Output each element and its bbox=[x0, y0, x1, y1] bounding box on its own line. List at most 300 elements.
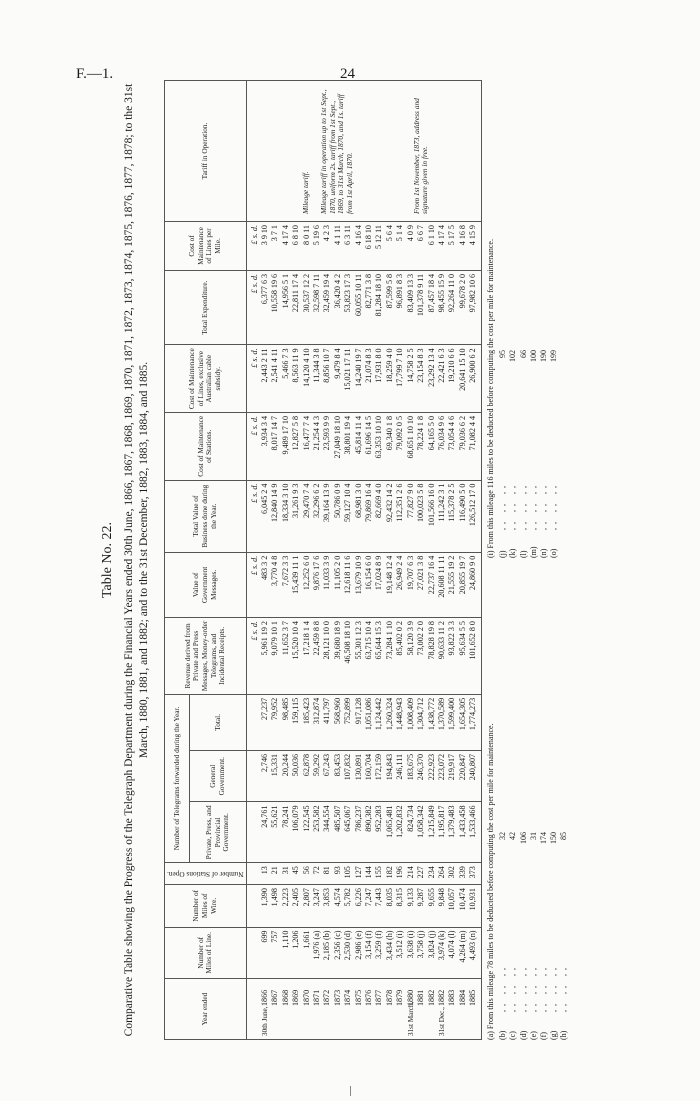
year-ended-cell bbox=[447, 979, 457, 1040]
lines-cost-cell: 5,466 7 3 bbox=[281, 345, 291, 413]
stations-cost-cell: 64,165 5 0 bbox=[427, 412, 437, 480]
footnote-row bbox=[508, 570, 518, 1040]
total-value-cell: 111,242 3 1 bbox=[437, 480, 447, 552]
stations-cell: 264 bbox=[437, 863, 447, 885]
table-row bbox=[343, 81, 353, 1040]
ditto-marks: ,, ,, ,, bbox=[528, 964, 538, 1012]
stations-cell: 45 bbox=[291, 863, 301, 885]
stations-cell: 21 bbox=[270, 863, 280, 885]
lines-cost-cell: 26,900 6 2 bbox=[468, 345, 481, 413]
stations-cost-cell: 69,340 1 8 bbox=[385, 412, 395, 480]
page-crop-mark bbox=[350, 1086, 351, 1096]
lines-cost-cell: 14,120 4 10 bbox=[302, 345, 312, 413]
general-cell: 223,072 bbox=[437, 750, 447, 802]
table-row bbox=[458, 81, 468, 1040]
total-cell: 98,485 bbox=[281, 694, 291, 750]
total-value-cell: 79,869 16 4 bbox=[364, 480, 374, 552]
total-value-cell: 112,351 2 6 bbox=[395, 480, 405, 552]
revenue-cell: 28,121 10 0 bbox=[322, 618, 332, 695]
year-label: 1885 bbox=[468, 989, 478, 1006]
miles-line-cell: 4,074 (l) bbox=[447, 927, 457, 979]
money-units: £ s. d. bbox=[246, 222, 260, 271]
year-ended-cell bbox=[322, 979, 332, 1040]
ditto-marks: ,, ,, ,, bbox=[498, 482, 508, 530]
footnote-row bbox=[519, 88, 529, 558]
lines-cost-cell: 9,479 8 4 bbox=[333, 345, 343, 413]
expenditure-cell: 83,409 13 3 bbox=[406, 270, 416, 344]
revenue-cell: 73,002 2 0 bbox=[416, 618, 426, 695]
private-cell: 106,079 bbox=[291, 802, 301, 863]
footnote-value: 199 bbox=[549, 350, 559, 362]
expenditure-cell: 82,771 3 8 bbox=[364, 270, 374, 344]
stations-cost-cell: 79,036 6 2 bbox=[458, 412, 468, 480]
year-ended-cell bbox=[281, 979, 291, 1040]
period-label: 31st Dec., bbox=[437, 1007, 446, 1036]
money-units: £ s. d. bbox=[246, 480, 260, 552]
stations-cell: 373 bbox=[468, 863, 481, 885]
footnote-row bbox=[539, 88, 549, 558]
miles-wire-cell: 10,474 bbox=[458, 885, 468, 927]
revenue-cell: 17,218 1 4 bbox=[302, 618, 312, 695]
revenue-cell: 65,644 15 3 bbox=[374, 618, 384, 695]
general-cell: 107,832 bbox=[343, 750, 353, 802]
year-label: 1874 bbox=[343, 989, 353, 1006]
year-label: 1866 bbox=[260, 989, 270, 1006]
ditto-marks: ,, ,, ,, bbox=[539, 964, 549, 1012]
private-cell: 122,545 bbox=[302, 802, 312, 863]
revenue-cell: 101,652 8 0 bbox=[468, 618, 481, 695]
stations-cell: 56 bbox=[302, 863, 312, 885]
year-ended-cell bbox=[333, 979, 343, 1040]
private-cell: 55,621 bbox=[270, 802, 280, 863]
miles-line-cell: 3,824 (j) bbox=[427, 927, 437, 979]
miles-wire-cell: 9,133 bbox=[406, 885, 416, 927]
private-cell: 344,554 bbox=[322, 802, 332, 863]
expenditure-cell: 53,823 17 3 bbox=[343, 270, 353, 344]
government-value-cell: 26,949 2 4 bbox=[395, 552, 405, 617]
year-ended-cell bbox=[364, 979, 374, 1040]
header-tariff: Tariff in Operation. bbox=[165, 81, 247, 222]
miles-line-cell: 3,434 (h) bbox=[385, 927, 395, 979]
miles-wire-cell: 7,443 bbox=[374, 885, 384, 927]
general-cell: 50,036 bbox=[291, 750, 301, 802]
general-cell: 130,891 bbox=[354, 750, 364, 802]
government-value-cell: 27,021 3 8 bbox=[416, 552, 426, 617]
footnote-a: (a) From this mileage 78 miles to be deducted before computing the cost per mile for maintenance. bbox=[486, 723, 495, 1040]
cost-per-mile-cell: 5 17 5 bbox=[447, 222, 457, 271]
footnote-value: 66 bbox=[518, 350, 528, 358]
government-value-cell: 483 3 2 bbox=[260, 552, 270, 617]
revenue-cell: 58,120 3 9 bbox=[406, 618, 416, 695]
government-value-cell: 9,876 17 6 bbox=[312, 552, 322, 617]
header-total-value: Total Value of Business done during the Year. bbox=[165, 480, 247, 552]
government-value-cell: 17,024 8 9 bbox=[374, 552, 384, 617]
government-value-cell: 11,105 2 0 bbox=[333, 552, 343, 617]
stations-cost-cell: 38,801 19 4 bbox=[343, 412, 353, 480]
revenue-cell: 95,634 5 5 bbox=[458, 618, 468, 695]
expenditure-cell: 87,599 5 8 bbox=[385, 270, 395, 344]
general-cell: 240,807 bbox=[468, 750, 481, 802]
government-value-cell: 11,033 3 9 bbox=[322, 552, 332, 617]
miles-wire-cell: 2,223 bbox=[281, 885, 291, 927]
cost-per-mile-cell: 8 0 11 bbox=[302, 222, 312, 271]
footnote-row bbox=[539, 570, 549, 1040]
year-ended-cell bbox=[374, 979, 384, 1040]
year-ended-cell bbox=[468, 979, 481, 1040]
total-cell: 79,952 bbox=[270, 694, 280, 750]
government-value-cell: 12,618 11 6 bbox=[343, 552, 353, 617]
expenditure-cell: 30,537 12 2 bbox=[302, 270, 312, 344]
general-cell: 220,847 bbox=[458, 750, 468, 802]
cost-per-mile-cell: 3 9 10 bbox=[260, 222, 270, 271]
private-cell: 1,533,466 bbox=[468, 802, 481, 863]
header-stations: Number of Stations Open. bbox=[165, 863, 247, 885]
general-cell: 222,923 bbox=[427, 750, 437, 802]
total-cell: 568,960 bbox=[333, 694, 343, 750]
revenue-cell: 11,652 3 7 bbox=[281, 618, 291, 695]
miles-line-cell: 699 bbox=[260, 927, 270, 979]
miles-line-cell: 3,974 (k) bbox=[437, 927, 447, 979]
period-label: 30th June, bbox=[261, 1006, 270, 1036]
private-cell: 1,195,817 bbox=[437, 802, 447, 863]
footnote-row bbox=[519, 570, 529, 1040]
tariff-note: From 1st November, 1873, address and signature given in free. bbox=[411, 98, 430, 215]
footnote-row bbox=[529, 88, 539, 558]
stations-cost-cell: 78,224 1 8 bbox=[416, 412, 426, 480]
footnote-label: (g) bbox=[549, 1030, 559, 1040]
general-cell: 172,159 bbox=[374, 750, 384, 802]
lines-cost-cell: 22,421 6 3 bbox=[437, 345, 447, 413]
total-cell: 1,260,324 bbox=[385, 694, 395, 750]
lines-cost-cell: 14,240 19 7 bbox=[354, 345, 364, 413]
stations-cell: 93 bbox=[333, 863, 343, 885]
stations-cost-cell: 8,017 14 7 bbox=[270, 412, 280, 480]
miles-wire-cell: 9,848 bbox=[437, 885, 447, 927]
footnote-label: (e) bbox=[528, 1031, 538, 1040]
ditto-marks: ,, ,, ,, bbox=[508, 482, 518, 530]
footnote-label: (m) bbox=[528, 546, 538, 558]
total-value-cell: 116,490 5 0 bbox=[458, 480, 468, 552]
ditto-marks: ,, ,, ,, bbox=[498, 964, 508, 1012]
cost-per-mile-cell: 3 7 1 bbox=[270, 222, 280, 271]
lines-cost-cell: 8,856 10 7 bbox=[322, 345, 332, 413]
stations-cost-cell: 45,814 11 4 bbox=[354, 412, 364, 480]
tariff-column bbox=[246, 81, 481, 222]
miles-wire-cell: 1,498 bbox=[270, 885, 280, 927]
miles-wire-cell: 5,782 bbox=[343, 885, 353, 927]
rotated-table-sheet bbox=[94, 60, 654, 1060]
government-value-cell: 16,154 6 0 bbox=[364, 552, 374, 617]
private-cell: 952,283 bbox=[374, 802, 384, 863]
lines-cost-cell: 14,758 2 5 bbox=[406, 345, 416, 413]
lines-cost-cell: 11,344 3 8 bbox=[312, 345, 322, 413]
expenditure-cell: 96,891 8 3 bbox=[395, 270, 405, 344]
cost-per-mile-cell: 4 15 9 bbox=[468, 222, 481, 271]
year-label: 1880 bbox=[405, 989, 415, 1006]
private-cell: 1,202,832 bbox=[395, 802, 405, 863]
ditto-marks: ,, ,, ,, bbox=[549, 482, 559, 530]
lines-cost-cell: 23,154 8 3 bbox=[416, 345, 426, 413]
total-cell: 185,423 bbox=[302, 694, 312, 750]
general-cell: 160,704 bbox=[364, 750, 374, 802]
total-cell: 1,774,273 bbox=[468, 694, 481, 750]
footnote-row bbox=[498, 88, 508, 558]
government-value-cell: 12,252 6 0 bbox=[302, 552, 312, 617]
revenue-cell: 15,520 10 4 bbox=[291, 618, 301, 695]
revenue-cell: 22,459 8 8 bbox=[312, 618, 322, 695]
year-ended-cell bbox=[291, 979, 301, 1040]
lines-cost-cell: 23,292 13 4 bbox=[427, 345, 437, 413]
total-value-cell: 50,786 0 9 bbox=[333, 480, 343, 552]
miles-wire-cell: 10,931 bbox=[468, 885, 481, 927]
footnote-label: (f) bbox=[539, 1032, 549, 1040]
year-ended-cell bbox=[416, 979, 426, 1040]
money-units: £ s. d. bbox=[246, 270, 260, 344]
stations-cost-cell: 23,593 9 9 bbox=[322, 412, 332, 480]
ditto-marks: ,, ,, ,, bbox=[508, 964, 518, 1012]
expenditure-cell: 32,598 7 11 bbox=[312, 270, 322, 344]
cost-per-mile-cell: 4 0 9 bbox=[406, 222, 416, 271]
table-row bbox=[447, 81, 457, 1040]
cost-per-mile-cell: 4 17 4 bbox=[437, 222, 447, 271]
miles-wire-cell: 2,405 bbox=[291, 885, 301, 927]
miles-line-cell: 1,110 bbox=[281, 927, 291, 979]
miles-wire-cell: 2,807 bbox=[302, 885, 312, 927]
private-cell: 645,067 bbox=[343, 802, 353, 863]
private-cell: 1,379,483 bbox=[447, 802, 457, 863]
private-cell: 24,761 bbox=[260, 802, 270, 863]
expenditure-cell: 101,378 9 11 bbox=[416, 270, 426, 344]
footnote-value: 32 bbox=[498, 832, 508, 840]
tariff-note: Mileage tariff in operation up to 1st Sept., 1870, uniform 2s. tariff from 1st Sept., 1869, to 31st March, 1870, and 1s. tariff from 1st April, 1870. bbox=[319, 89, 354, 215]
period-label: 31st March, bbox=[406, 1001, 415, 1036]
stations-cell: 72 bbox=[312, 863, 322, 885]
year-ended-cell bbox=[270, 979, 280, 1040]
cost-per-mile-cell: 6 6 7 bbox=[416, 222, 426, 271]
government-value-cell: 7,672 3 3 bbox=[281, 552, 291, 617]
table-row bbox=[260, 81, 270, 1040]
lines-cost-cell: 21,074 8 3 bbox=[364, 345, 374, 413]
cost-per-mile-cell: 5 1 4 bbox=[395, 222, 405, 271]
table-row bbox=[354, 81, 364, 1040]
total-cell: 1,654,305 bbox=[458, 694, 468, 750]
ditto-marks: ,, ,, ,, bbox=[528, 482, 538, 530]
footnote-row bbox=[508, 88, 518, 558]
year-label: 1873 bbox=[332, 989, 342, 1006]
total-cell: 27,237 bbox=[260, 694, 270, 750]
miles-wire-cell: 3,247 bbox=[312, 885, 322, 927]
total-cell: 411,797 bbox=[322, 694, 332, 750]
footnote-label: (j) bbox=[498, 550, 508, 558]
miles-line-cell: 757 bbox=[270, 927, 280, 979]
table-row bbox=[322, 81, 332, 1040]
footnote-label: (d) bbox=[518, 1030, 528, 1040]
cost-per-mile-cell: 4 17 4 bbox=[281, 222, 291, 271]
year-ended-cell bbox=[343, 979, 353, 1040]
table-row bbox=[416, 81, 426, 1040]
stations-cost-cell: 79,092 0 5 bbox=[395, 412, 405, 480]
miles-line-cell: 3,638 (i) bbox=[406, 927, 416, 979]
cost-per-mile-cell: 6 8 10 bbox=[291, 222, 301, 271]
general-cell: 246,111 bbox=[395, 750, 405, 802]
general-cell: 2,746 bbox=[260, 750, 270, 802]
miles-wire-cell: 10,057 bbox=[447, 885, 457, 927]
cost-per-mile-cell: 5 19 6 bbox=[312, 222, 322, 271]
footnote-value: 150 bbox=[549, 832, 559, 844]
table-row bbox=[333, 81, 343, 1040]
total-value-cell: 32,296 6 2 bbox=[312, 480, 322, 552]
year-label: 1869 bbox=[291, 989, 301, 1006]
general-cell: 15,331 bbox=[270, 750, 280, 802]
footnote-label: (o) bbox=[549, 548, 559, 558]
general-cell: 246,370 bbox=[416, 750, 426, 802]
year-label: 1879 bbox=[395, 989, 405, 1006]
stations-cost-cell: 16,477 7 4 bbox=[302, 412, 312, 480]
total-cell: 1,370,589 bbox=[437, 694, 447, 750]
table-number: Table No. 22. bbox=[100, 522, 115, 599]
stations-cell: 234 bbox=[427, 863, 437, 885]
miles-wire-cell: 1,390 bbox=[260, 885, 270, 927]
money-units: £ s. d. bbox=[246, 552, 260, 617]
stations-cell: 81 bbox=[322, 863, 332, 885]
stations-cell: 196 bbox=[395, 863, 405, 885]
private-cell: 1,058,342 bbox=[416, 802, 426, 863]
ditto-marks: ,, ,, ,, bbox=[539, 482, 549, 530]
revenue-cell: 39,680 18 9 bbox=[333, 618, 343, 695]
general-cell: 67,243 bbox=[322, 750, 332, 802]
year-label: 1876 bbox=[364, 989, 374, 1006]
footnote-label: (h) bbox=[559, 1030, 569, 1040]
cost-per-mile-cell: 5 12 11 bbox=[374, 222, 384, 271]
government-value-cell: 19,148 12 4 bbox=[385, 552, 395, 617]
footnote-value: 102 bbox=[508, 350, 518, 362]
total-cell: 752,899 bbox=[343, 694, 353, 750]
miles-line-cell: 2,986 (e) bbox=[354, 927, 364, 979]
total-cell: 917,128 bbox=[354, 694, 364, 750]
total-cell: 1,124,442 bbox=[374, 694, 384, 750]
total-value-cell: 92,432 14 2 bbox=[385, 480, 395, 552]
year-label: 1878 bbox=[384, 989, 394, 1006]
lines-cost-cell: 19,210 6 6 bbox=[447, 345, 457, 413]
footnote-value: 190 bbox=[539, 350, 549, 362]
stations-cost-cell: 71,082 4 4 bbox=[468, 412, 481, 480]
stations-cell: 105 bbox=[343, 863, 353, 885]
expenditure-cell: 22,811 17 4 bbox=[291, 270, 301, 344]
stations-cost-cell: 68,651 10 10 bbox=[406, 412, 416, 480]
lines-cost-cell: 17,799 7 10 bbox=[395, 345, 405, 413]
footnote-value: 95 bbox=[498, 350, 508, 358]
header-miles-wire: Number of Miles of Wire. bbox=[165, 885, 247, 927]
money-units: £ s. d. bbox=[246, 412, 260, 480]
cost-per-mile-cell: 6 1 10 bbox=[427, 222, 437, 271]
header-cost-per-mile: Cost of Maintenance of Lines per Mile. bbox=[165, 222, 247, 271]
footnote-label: (b) bbox=[498, 1030, 508, 1040]
year-ended-cell bbox=[312, 979, 322, 1040]
header-lines-cost: Cost of Maintenance of Lines, exclusive Australian cable subsidy. bbox=[165, 345, 247, 413]
header-total-expenditure: Total Expenditure. bbox=[165, 270, 247, 344]
table-row bbox=[406, 81, 416, 1040]
miles-wire-cell: 8,315 bbox=[395, 885, 405, 927]
expenditure-cell: 10,558 19 6 bbox=[270, 270, 280, 344]
expenditure-cell: 87,457 18 4 bbox=[427, 270, 437, 344]
miles-wire-cell: 9,287 bbox=[416, 885, 426, 927]
miles-line-cell: 2,185 (b) bbox=[322, 927, 332, 979]
progress-table bbox=[164, 80, 482, 1040]
private-cell: 78,241 bbox=[281, 802, 291, 863]
total-cell: 1,008,409 bbox=[406, 694, 416, 750]
table-body bbox=[246, 81, 481, 1040]
total-cell: 1,304,712 bbox=[416, 694, 426, 750]
revenue-cell: 55,301 12 3 bbox=[354, 618, 364, 695]
lines-cost-cell: 18,259 4 0 bbox=[385, 345, 395, 413]
year-label: 1872 bbox=[322, 989, 332, 1006]
general-cell: 219,917 bbox=[447, 750, 457, 802]
year-label: 1877 bbox=[374, 989, 384, 1006]
miles-line-cell: 3,259 (f) bbox=[374, 927, 384, 979]
page-number: 24 bbox=[340, 66, 355, 82]
year-ended-cell bbox=[395, 979, 405, 1040]
year-ended-cell bbox=[458, 979, 468, 1040]
stations-cost-cell: 73,054 4 6 bbox=[447, 412, 457, 480]
private-cell: 1,215,849 bbox=[427, 802, 437, 863]
header-private: Private, Press, and Provincial Government. bbox=[190, 802, 247, 863]
stations-cell: 302 bbox=[447, 863, 457, 885]
lines-cost-cell: 2,443 2 11 bbox=[260, 345, 270, 413]
total-cell: 312,874 bbox=[312, 694, 322, 750]
miles-line-cell: 1,976 (a) bbox=[312, 927, 322, 979]
stations-cell: 182 bbox=[385, 863, 395, 885]
footnote-row bbox=[549, 88, 559, 558]
total-value-cell: 29,470 7 4 bbox=[302, 480, 312, 552]
footnote-row bbox=[498, 570, 508, 1040]
miles-wire-cell: 4,574 bbox=[333, 885, 343, 927]
stations-cell: 339 bbox=[458, 863, 468, 885]
total-value-cell: 31,261 9 3 bbox=[291, 480, 301, 552]
year-label: 1875 bbox=[353, 989, 363, 1006]
year-label: 1870 bbox=[301, 989, 311, 1006]
cost-per-mile-cell: 4 1 11 bbox=[333, 222, 343, 271]
government-value-cell: 24,860 9 0 bbox=[468, 552, 481, 617]
year-ended-cell bbox=[354, 979, 364, 1040]
miles-line-cell: 2,530 (d) bbox=[343, 927, 353, 979]
total-value-cell: 39,164 13 9 bbox=[322, 480, 332, 552]
stations-cell: 127 bbox=[354, 863, 364, 885]
miles-line-cell: 1,661 bbox=[302, 927, 312, 979]
footnotes-left bbox=[486, 570, 570, 1040]
revenue-cell: 93,822 3 3 bbox=[447, 618, 457, 695]
government-value-cell: 22,737 16 4 bbox=[427, 552, 437, 617]
header-miles-line: Number of Miles of Line. bbox=[165, 927, 247, 979]
year-ended-cell bbox=[437, 979, 447, 1040]
footnote-value: 31 bbox=[528, 832, 538, 840]
table-row bbox=[427, 81, 437, 1040]
ditto-marks: ,, ,, ,, bbox=[549, 964, 559, 1012]
table-row bbox=[302, 81, 312, 1040]
table-row bbox=[291, 81, 301, 1040]
header-revenue: Revenue derived from Private and Press Messages, Money-order Telegrams, and Incidental Receipts. bbox=[165, 618, 247, 695]
expenditure-cell: 98,455 15 9 bbox=[437, 270, 447, 344]
total-value-cell: 6,045 2 4 bbox=[260, 480, 270, 552]
table-row bbox=[374, 81, 384, 1040]
stations-cost-cell: 9,489 17 10 bbox=[281, 412, 291, 480]
stations-cell: 227 bbox=[416, 863, 426, 885]
miles-line-cell: 2,356 (c) bbox=[333, 927, 343, 979]
total-value-cell: 68,981 3 0 bbox=[354, 480, 364, 552]
stations-cell: 144 bbox=[364, 863, 374, 885]
stations-cost-cell: 27,049 18 10 bbox=[333, 412, 343, 480]
miles-wire-cell: 6,226 bbox=[354, 885, 364, 927]
table-row bbox=[468, 81, 481, 1040]
